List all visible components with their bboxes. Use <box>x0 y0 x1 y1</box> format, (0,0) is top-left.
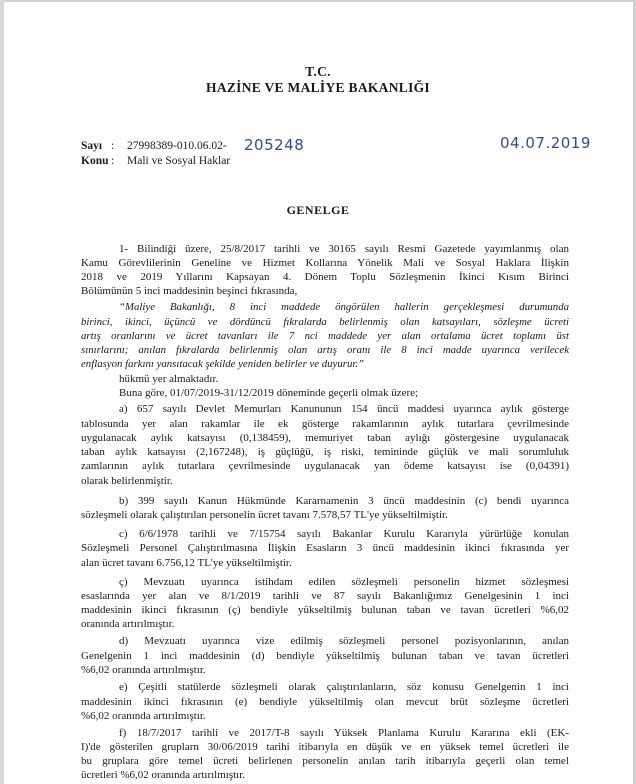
body-line: Kamu Görevlilerinin Geneline ve Hizmet Kollarına Yönelik Mali ve Sosyal Haklara İlişkin <box>81 257 569 269</box>
sayi-value: 27998389-010.06.02- <box>127 140 227 152</box>
body-line: 1- Bilindiği üzere, 25/8/2017 tarihli ve 30165 sayılı Resmi Gazetede yayımlanmış olan <box>119 243 569 255</box>
quote-line: “Maliye Bakanlığı, 8 inci maddede öngörülen hallerin gerçekleşmesi durumunda <box>119 301 569 313</box>
body-line: Genelgenin 1 inci maddesinin (d) bendiyle yükseltilmiş bulunan taban ve tavan ücretleri <box>81 650 569 662</box>
body-line: ç) Mevzuatı uyarınca istihdam edilen sözleşmeli personelin hizmet sözleşmesi <box>119 576 569 588</box>
quote-line: birinci, ikinci, üçüncü ve dördüncü fıkralarda belirlenmiş olan katsayıları, sözleşme ücreti <box>81 316 569 328</box>
body-line: hükmü yer almaktadır. <box>119 373 219 385</box>
body-line: alan ücret tavanı 6.756,12 TL'ye yükseltilmiştir. <box>81 557 292 569</box>
body-line: %6,02 oranında artırılmıştır. <box>81 664 206 676</box>
body-line: f) 18/7/2017 tarihli ve 2017/T-8 sayılı Yüksek Planlama Kurulu Kararına ekli (EK- <box>119 727 569 739</box>
konu-value: Mali ve Sosyal Haklar <box>127 155 231 167</box>
body-line: Sözleşmeli Personel Çalıştırılmasına İlişkin Esasların 3 üncü maddesinin ikinci fıkrasında yer <box>81 542 569 554</box>
body-line: c) 6/6/1978 tarihli ve 7/15754 sayılı Bakanlar Kurulu Kararıyla yürürlüğe konulan <box>119 528 569 540</box>
body-line: maddesinin ikinci fıkrasının (ç) bendiyle yükseltilmiş bulunan taban ve tavan ücretleri %6,02 <box>81 604 569 616</box>
body-line: a) 657 sayılı Devlet Memurları Kanununun 154 üncü maddesi uyarınca aylık gösterge <box>119 403 569 415</box>
body-line: Bölümünün 5 inci maddesinin beşinci fıkrasında, <box>81 285 298 297</box>
handwritten-number: 205248 <box>244 136 305 154</box>
body-line: maddesinin ikinci fıkrasının (e) bendiyle yükseltilmiş olan mevcut brüt sözleşme ücretleri <box>81 696 569 708</box>
body-line: e) Çeşitli statülerde sözleşmeli olarak çalıştırılanların, söz konusu Genelgenin 1 inci <box>119 681 569 693</box>
body-line: oranında artırılmıştır. <box>81 618 175 630</box>
konu-colon: : <box>111 155 115 167</box>
body-line: esaslarında yer alan ve 8/1/2019 tarihli ve 87 sayılı Bakanlığımız Genelgesinin 1 inci <box>81 590 569 602</box>
body-line: Buna göre, 01/07/2019-31/12/2019 döneminde geçerli olmak üzere; <box>119 387 419 399</box>
body-line: ücretleri %6,02 oranında artırılmıştır. <box>81 769 246 781</box>
scan-edge-left <box>0 0 4 784</box>
body-line: bu gruplara göre temel ücreti belirlenen personelin anılan tarih itibarıyla geçerli olan temel <box>81 755 569 767</box>
body-line: b) 399 sayılı Kanun Hükmünde Kararnamenin 3 üncü maddesinin (c) bendi uyarınca <box>119 495 569 507</box>
country-heading: T.C. <box>305 64 331 79</box>
document-title: GENELGE <box>286 203 350 217</box>
quote-line: sınırlarını; anılan fıkralarda belirlenmiş olan artış oranı ile 8 inci madde uyarınca verilecek <box>81 344 569 356</box>
body-line: d) Mevzuatı uyarınca vize edilmiş sözleşmeli personel pozisyonlarının, anılan <box>119 635 569 647</box>
body-line: tablosunda yer alan rakamlar ile ek gösterge rakamlarının aylık tutarlara çevrilmesinde <box>81 418 569 430</box>
body-line: sözleşmeli olarak çalıştırılan personelin ücret tavanı 7.578,57 TL'ye yükseltilmiştir. <box>81 509 448 521</box>
body-line: 2018 ve 2019 Yıllarını Kapsayan 4. Dönem Toplu Sözleşmenin İkinci Kısım Birinci <box>81 271 569 283</box>
body-line: taban aylık katsayısı (2,167248), iş güçlüğü, iş riski, temininde güçlük ve mali sorumluluk <box>81 446 569 458</box>
body-line: %6,02 oranında artırılmıştır. <box>81 710 206 722</box>
body-line: I)'de gösterilen gruplarn 30/06/2019 tarihi itibarıyla en düşük ve en yüksek temel ücretleri ile <box>81 741 569 753</box>
scan-edge-top <box>0 0 636 2</box>
sayi-colon: : <box>111 140 115 152</box>
handwritten-date: 04.07.2019 <box>500 134 591 152</box>
quote-line: enflasyon farkını yansıtacak şekilde yeniden belirler ve duyurur.” <box>81 358 365 370</box>
body-line: zamlarının aylık tutarlara çevrilmesinde uygulanacak yan ödeme katsayısı ise (0,04391) <box>81 460 569 472</box>
body-line: uygulanacak aylık katsayısı (0,138459), memuriyet taban aylığı göstergesine uygulanacak <box>81 432 569 444</box>
body-line: olarak belirlenmiştir. <box>81 475 173 487</box>
konu-label: Konu <box>81 155 109 167</box>
quote-line: artış oranlarını ve ücret tavanları ile 7 nci maddede yer alan ortalama ücret toplamı üst <box>81 330 569 342</box>
ministry-heading: HAZİNE VE MALİYE BAKANLIĞI <box>206 80 430 95</box>
sayi-label: Sayı <box>81 140 103 152</box>
